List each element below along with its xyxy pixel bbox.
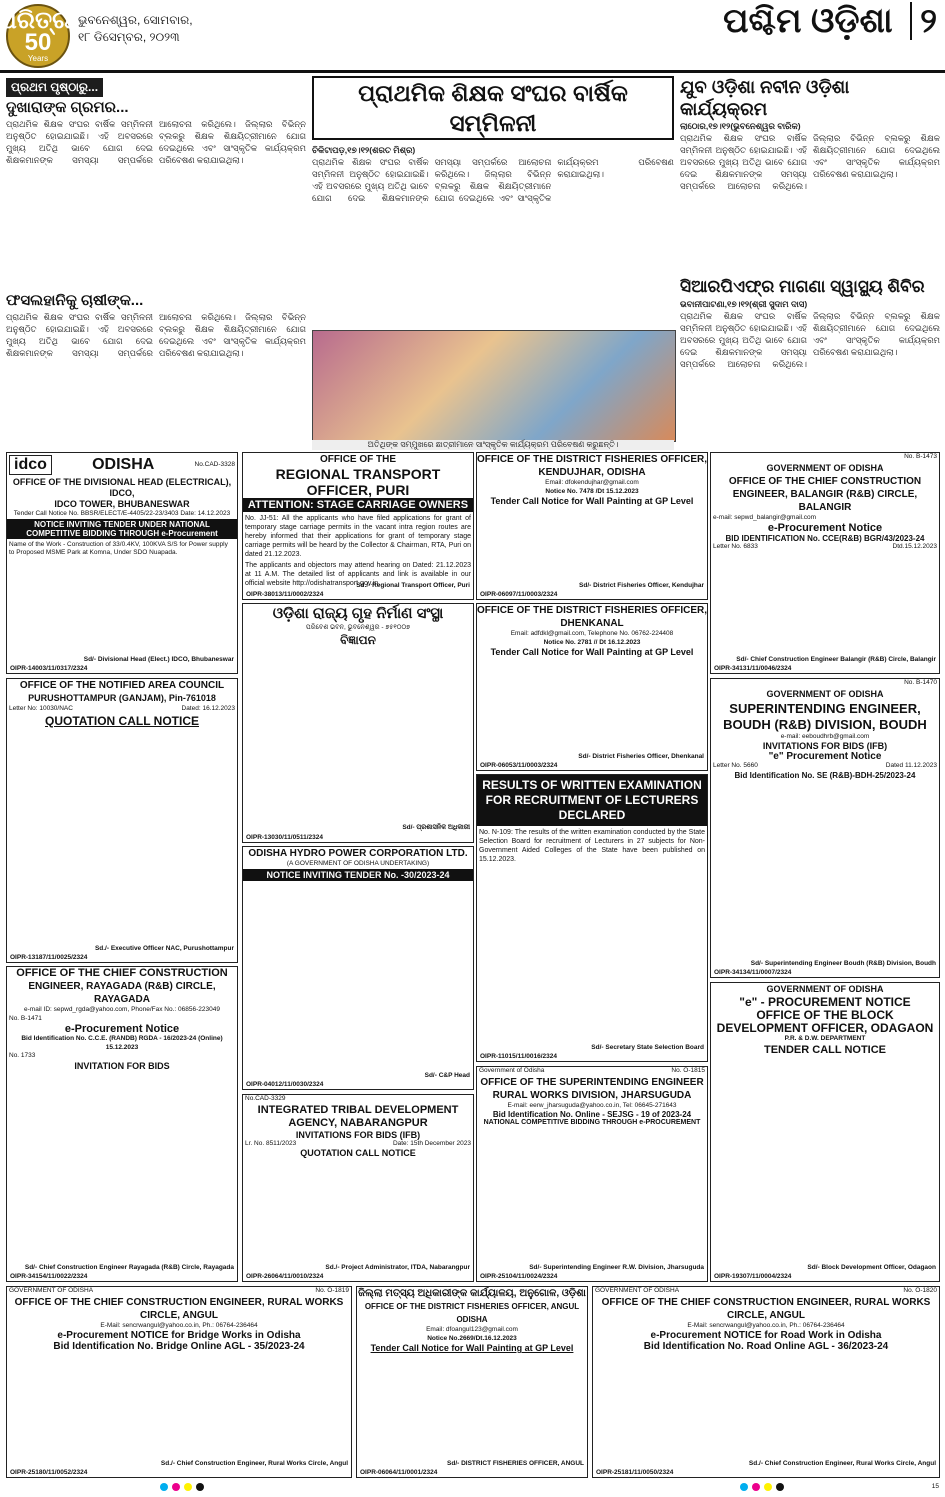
odagaon-title-2: "e" - PROCUREMENT NOTICE <box>739 995 911 1009</box>
rto-ref: OIPR-38013/11/0002/2324 <box>246 591 324 598</box>
photo-caption: ଅତିଥିଙ୍କ ସମ୍ମୁଖରେ ଛାତ୍ରୀମାନେ ସାଂସ୍କୃତିକ କାର୍ଯ୍ୟକ୍ରମ ପରିବେଷଣ କରୁଛନ୍ତି। <box>312 440 674 450</box>
boudh-sig: Sd/- Superintending Engineer Boudh (R&B) Division, Boudh <box>750 960 936 967</box>
story1-headline: ଦୁଖାରାଙ୍କ ଗ୍ରମର... <box>6 99 129 116</box>
main-dateline: ଚିକିଟାପଡ଼,୧୭।୧୨(ଶରତ ମିଶ୍ର) <box>312 145 416 155</box>
date-line-2: ୧୮ ଡିସେମ୍ବର, ୨୦୨୩ <box>78 30 180 44</box>
dhenkanal-band: Tender Call Notice for Wall Painting at GP Level <box>490 647 694 657</box>
boudh-band-2: "e" Procurement Notice <box>768 751 882 762</box>
ad-angul-fisheries <box>356 1286 588 1478</box>
odagaon-ref: OIPR-19307/11/0004/2324 <box>714 1273 792 1280</box>
housing-ref: OIPR-13030/11/0511/2324 <box>246 834 323 841</box>
angul-bridge-band: e-Procurement NOTICE for Bridge Works in Odisha <box>57 1330 301 1341</box>
rayagada-sig: Sd/- Chief Construction Engineer Rayagada (R&B) Circle, Rayagada <box>24 1264 234 1271</box>
balangir-letter: Letter No. 6833 <box>713 543 758 550</box>
jharsuguda-sig: Sd/- Superintending Engineer R.W. Division, Jharsuguda <box>529 1264 704 1271</box>
ad-balangir <box>710 452 940 674</box>
nac-date: Dated: 16.12.2023 <box>181 705 235 712</box>
housing-sig: Sd/- ପ୍ରଶାସନିକ ଅଧିକାରୀ <box>402 824 470 831</box>
jharsuguda-email: E-mail: eerw_jharsuguda@yahoo.co.in, Tel: 06645-271643 <box>507 1101 677 1109</box>
rto-body: No. JJ-51: All the applicants who have filed applications for grant of temporary stage carriage permits in the vacant intra region routes are hereby informed that their applications for grant of temporary stage carriage permits will be heard by the Collector & Chairman, RTA, Puri on dated 21.12.2023. <box>245 515 471 558</box>
rto-title-1: OFFICE OF THE <box>319 454 397 465</box>
kendujhar-title: OFFICE OF THE DISTRICT FISHERIES OFFICER, KENDUJHAR, ODISHA <box>477 454 708 478</box>
nac-band: QUOTATION CALL NOTICE <box>45 713 199 728</box>
angul-bridge-title-1: GOVERNMENT OF ODISHA <box>9 1287 94 1294</box>
right-body-1: ପ୍ରାଥମିକ ଶିକ୍ଷକ ସଂଘର ବାର୍ଷିକ ସମ୍ମିଳନୀ ଅନୁଷ୍ଠିତ ହୋଇଯାଇଛି। ଏହି ଅବସରରେ ମୁଖ୍ୟ ଅତିଥି ଭାବେ ଯୋଗ ଦେଇ ଶିକ୍ଷକମାନଙ୍କ ସମସ୍ୟା ସମ୍ପର୍କରେ ଆଲୋଚନା କରିଥିଲେ। ଜିଲ୍ଲାର ବିଭିନ୍ନ ବ୍ଲକରୁ ଶିକ୍ଷକ ଶିକ୍ଷୟିତ୍ରୀମାନେ ଯୋଗ ଦେଇଥିଲେ ଏବଂ ସାଂସ୍କୃତିକ କାର୍ଯ୍ୟକ୍ରମ ପରିବେଷଣ କରାଯାଇଥିଲା। <box>680 133 940 191</box>
dateline <box>78 12 193 46</box>
cyan-dot <box>740 1483 748 1491</box>
front-page-tag: ପ୍ରଥମ ପୃଷ୍ଠାରୁ... <box>6 78 103 97</box>
right-dateline-2: ଭବାନୀପାଟଣା,୧୭।୧୨(ଶ୍ରୀ ସୁଦାମ ଦାସ) <box>680 299 808 309</box>
balangir-band: e-Procurement Notice <box>767 522 883 534</box>
rayagada-title-2: ENGINEER, RAYAGADA (R&B) CIRCLE, RAYAGADA <box>28 981 216 1005</box>
dhenkanal-sig: Sd/- District Fisheries Officer, Dhenkanal <box>578 753 704 760</box>
odagaon-band: TENDER CALL NOTICE <box>763 1043 887 1056</box>
ad-dhenkanal <box>476 603 708 771</box>
magenta-dot <box>752 1483 760 1491</box>
rayagada-band-2: INVITATION FOR BIDS <box>74 1060 170 1071</box>
kendujhar-band: Tender Call Notice for Wall Painting at GP Level <box>490 496 694 506</box>
kendujhar-sig: Sd/- District Fisheries Officer, Kendujhar <box>579 582 704 589</box>
logo-years-label: Years <box>27 53 49 63</box>
rto-sig: Sd./- Regional Transport Officer, Puri <box>356 582 470 589</box>
angul-road-email: E-Mail: sencrwangul@yahoo.co.in, Ph.: 06764-236464 <box>687 1321 845 1329</box>
ssb-title: RESULTS OF WRITTEN EXAMINATION FOR RECRUITMENT OF LECTURERS DECLARED <box>477 775 707 826</box>
story2-headline: ଫସଲହାନିକୁ ଚାଷୀଙ୍କ... <box>6 292 144 309</box>
rayagada-no: No. B-1471 <box>9 1014 42 1022</box>
boudh-email: e-mail: eeboudhrb@gmail.com <box>780 732 870 740</box>
angul-road-bid: Bid Identification No. Road Online AGL - 36/2023-24 <box>643 1341 889 1352</box>
itda-title: INTEGRATED TRIBAL DEVELOPMENT AGENCY, NABARANGPUR <box>257 1103 459 1129</box>
ad-rto <box>242 452 474 600</box>
jharsuguda-title-2: OFFICE OF THE SUPERINTENDING ENGINEER RURAL WORKS DIVISION, JHARSUGUDA <box>480 1076 704 1101</box>
nac-ref: OIPR-13187/11/0025/2324 <box>10 954 88 961</box>
ad-itda <box>242 1094 474 1282</box>
angul-fisheries-notice: Notice No.2669/Dt.16.12.2023 <box>427 1334 517 1342</box>
kendujhar-email: Email: dfokendujhar@gmail.com <box>545 479 639 486</box>
angul-fisheries-sig: Sd/- DISTRICT FISHERIES OFFICER, ANGUL <box>447 1460 584 1467</box>
boudh-title-2: SUPERINTENDING ENGINEER, BOUDH (R&B) DIVISION, BOUDH <box>723 700 927 732</box>
page-code: 15 <box>931 1483 939 1490</box>
main-headline: ପ୍ରାଥମିକ ଶିକ୍ଷକ ସଂଘର ବାର୍ଷିକ ସମ୍ମିଳନୀ <box>312 76 674 140</box>
ssb-sig: Sd/- Secretary State Selection Board <box>591 1044 704 1051</box>
ad-ssb <box>476 774 708 1062</box>
ad-nac <box>6 678 238 963</box>
idco-work: Name of the Work - Construction of 33/0.4KV, 100KVA S/S for Power supply to Proposed MSME Park at Komna, Under SDO Nuapada. <box>9 540 228 556</box>
date-line-1: ଭୁବନେଶ୍ୱର, ସୋମବାର, <box>78 13 193 27</box>
idco-brand: ODISHA <box>92 456 155 473</box>
rayagada-letter: No. 1733 <box>9 1052 36 1059</box>
ssb-body: No. N-109: The results of the written examination conducted by the State Selection Board for recruitment of Lecturers in 27 subjects for Non-Government Aided Colleges of the State have been published on 15.12.2023. <box>479 829 705 863</box>
jharsuguda-ref: OIPR-25104/11/0024/2324 <box>480 1273 558 1280</box>
balangir-no: No. B-1473 <box>904 453 937 460</box>
angul-fisheries-title-1: ଜିଲ୍ଲା ମତ୍ସ୍ୟ ଅଧିକାରୀଙ୍କ କାର୍ଯ୍ୟାଳୟ, ଅନୁଗୋଳ, ଓଡ଼ିଶା <box>358 1288 586 1299</box>
registration-marks <box>0 1483 945 1493</box>
boudh-title-1: GOVERNMENT OF ODISHA <box>766 688 884 699</box>
dhenkanal-ref: OIPR-06053/11/0003/2324 <box>480 762 558 769</box>
angul-road-ref: OIPR-25181/11/0050/2324 <box>596 1469 674 1476</box>
ad-kendujhar <box>476 452 708 600</box>
rto-band: ATTENTION: STAGE CARRIAGE OWNERS <box>243 498 473 512</box>
idco-ref: OIPR-14003/11/0317/2324 <box>10 665 88 672</box>
ohpc-title-1: ODISHA HYDRO POWER CORPORATION LTD. <box>248 848 468 859</box>
angul-bridge-bid: Bid Identification No. Bridge Online AGL - 35/2023-24 <box>53 1341 305 1352</box>
main-body: ପ୍ରାଥମିକ ଶିକ୍ଷକ ସଂଘର ବାର୍ଷିକ ସମ୍ମିଳନୀ ଅନୁଷ୍ଠିତ ହୋଇଯାଇଛି। ଏହି ଅବସରରେ ମୁଖ୍ୟ ଅତିଥି ଭାବେ ଯୋଗ ଦେଇ ଶିକ୍ଷକମାନଙ୍କ ସମସ୍ୟା ସମ୍ପର୍କରେ ଆଲୋଚନା କରିଥିଲେ। ଜିଲ୍ଲାର ବିଭିନ୍ନ ବ୍ଲକରୁ ଶିକ୍ଷକ ଶିକ୍ଷୟିତ୍ରୀମାନେ ଯୋଗ ଦେଇଥିଲେ ଏବଂ ସାଂସ୍କୃତିକ କାର୍ଯ୍ୟକ୍ରମ ପରିବେଷଣ କରାଯାଇଥିଲା। <box>312 157 674 203</box>
story1-body: ପ୍ରାଥମିକ ଶିକ୍ଷକ ସଂଘର ବାର୍ଷିକ ସମ୍ମିଳନୀ ଅନୁଷ୍ଠିତ ହୋଇଯାଇଛି। ଏହି ଅବସରରେ ମୁଖ୍ୟ ଅତିଥି ଭାବେ ଯୋଗ ଦେଇ ଶିକ୍ଷକମାନଙ୍କ ସମସ୍ୟା ସମ୍ପର୍କରେ ଆଲୋଚନା କରିଥିଲେ। ଜିଲ୍ଲାର ବିଭିନ୍ନ ବ୍ଲକରୁ ଶିକ୍ଷକ ଶିକ୍ଷୟିତ୍ରୀମାନେ ଯୋଗ ଦେଇଥିଲେ ଏବଂ ସାଂସ୍କୃତିକ କାର୍ଯ୍ୟକ୍ରମ ପରିବେଷଣ କରାଯାଇଥିଲା। <box>6 119 306 165</box>
magenta-dot <box>172 1483 180 1491</box>
balangir-title-2: OFFICE OF THE CHIEF CONSTRUCTION ENGINEER, BALANGIR (R&B) CIRCLE, BALANGIR <box>728 475 922 513</box>
nac-title-1: OFFICE OF THE NOTIFIED AREA COUNCIL <box>19 680 225 691</box>
balangir-date: Dtd.15.12.2023 <box>892 543 937 550</box>
logo-main: ଧରିତ୍ରୀ <box>0 6 76 34</box>
jharsuguda-no: No. O-1815 <box>671 1067 705 1074</box>
boudh-band: INVITATIONS FOR BIDS (IFB) <box>762 741 888 751</box>
section-title <box>723 2 937 41</box>
rto-body-2: The applicants and objectors may attend hearing on Dated: 21.12.2023 at 11 A.M. The detailed list of applicants and link is available in our official website http://odishatransport.gov.in. <box>245 562 471 587</box>
ad-idco <box>6 452 238 674</box>
angul-bridge-email: E-Mail: sencrwangul@yahoo.co.in, Ph.: 06764-236464 <box>100 1321 258 1329</box>
ad-housing <box>242 603 474 843</box>
idco-sig: Sd/- Divisional Head (Elect.) IDCO, Bhubaneswar <box>83 656 234 663</box>
angul-bridge-no: No. O-1819 <box>315 1287 349 1294</box>
event-photo <box>312 330 676 442</box>
angul-bridge-sig: Sd./- Chief Construction Engineer, Rural Works Circle, Angul <box>160 1460 348 1467</box>
cyan-dot <box>160 1483 168 1491</box>
itda-no: No.CAD-3329 <box>245 1095 286 1102</box>
rto-title-2: REGIONAL TRANSPORT OFFICER, PURI <box>275 466 441 498</box>
rayagada-ref: OIPR-34154/11/0022/2324 <box>10 1273 88 1280</box>
kendujhar-notice: Notice No. 7478 /Dt 15.12.2023 <box>545 487 639 495</box>
nac-sig: Sd./- Executive Officer NAC, Purushottampur <box>94 945 234 952</box>
idco-ad-no: No.CAD-3328 <box>194 460 235 468</box>
jharsuguda-bid: Bid Identification No. Online - SEJSG - 19 of 2023-24 <box>492 1110 692 1119</box>
ohpc-ref: OIPR-04012/11/0030/2324 <box>246 1081 324 1088</box>
odagaon-title-3: OFFICE OF THE BLOCK DEVELOPMENT OFFICER, ODAGAON <box>716 1008 934 1035</box>
story2-body: ପ୍ରାଥମିକ ଶିକ୍ଷକ ସଂଘର ବାର୍ଷିକ ସମ୍ମିଳନୀ ଅନୁଷ୍ଠିତ ହୋଇଯାଇଛି। ଏହି ଅବସରରେ ମୁଖ୍ୟ ଅତିଥି ଭାବେ ଯୋଗ ଦେଇ ଶିକ୍ଷକମାନଙ୍କ ସମସ୍ୟା ସମ୍ପର୍କରେ ଆଲୋଚନା କରିଥିଲେ। ଜିଲ୍ଲାର ବିଭିନ୍ନ ବ୍ଲକରୁ ଶିକ୍ଷକ ଶିକ୍ଷୟିତ୍ରୀମାନେ ଯୋଗ ଦେଇଥିଲେ ଏବଂ ସାଂସ୍କୃତିକ କାର୍ଯ୍ୟକ୍ରମ ପରିବେଷଣ କରାଯାଇଥିଲା। <box>6 312 306 358</box>
masthead-rule <box>0 70 945 73</box>
housing-title: ଓଡ଼ିଶା ରାଜ୍ୟ ଗୃହ ନିର୍ମାଣ ସଂସ୍ଥା <box>272 605 444 622</box>
black-dot <box>776 1483 784 1491</box>
nac-letter: Letter No: 10030/NAC <box>9 705 73 712</box>
odagaon-title-1: GOVERNMENT OF ODISHA <box>766 984 884 994</box>
jharsuguda-title-1: Government of Odisha <box>479 1067 545 1074</box>
ad-angul-road <box>592 1286 940 1478</box>
angul-road-band: e-Procurement NOTICE for Road Work in Odisha <box>650 1330 882 1341</box>
angul-road-no: No. O-1820 <box>903 1287 937 1294</box>
itda-ref: OIPR-26064/11/0010/2324 <box>246 1273 324 1280</box>
black-dot <box>196 1483 204 1491</box>
yellow-dot <box>184 1483 192 1491</box>
dhenkanal-email: Email: adfdkl@gmail.com, Telephone No. 06762-224408 <box>510 630 674 637</box>
right-stories <box>680 76 940 448</box>
angul-road-title-1: GOVERNMENT OF ODISHA <box>595 1287 680 1294</box>
idco-tender: Tender Call Notice No. BBSR/ELECT/E-4405/22-23/3403 Date: 14.12.2023 <box>13 510 231 517</box>
boudh-date: Dated 11.12.2023 <box>885 762 937 769</box>
itda-band: INVITATIONS FOR BIDS (IFB) <box>295 1129 421 1140</box>
angul-fisheries-email: Email: dfoangul123@gmail.com <box>426 1326 518 1333</box>
balangir-sig: Sd/- Chief Construction Engineer Balangir (R&B) Circle, Balangir <box>736 656 936 663</box>
odagaon-sig: Sd/- Block Development Officer, Odagaon <box>807 1264 936 1271</box>
ad-odagaon <box>710 982 940 1282</box>
rayagada-bid: Bid Identification No. C.C.E. (RANDB) RGDA - 16/2023-24 (Online) 15.12.2023 <box>21 1035 223 1051</box>
right-headline-2: ସିଆରପିଏଫ୍‌ର ମାଗଣା ସ୍ୱାସ୍ଥ୍ୟ ଶିବିର <box>680 277 925 296</box>
ad-ohpc <box>242 846 474 1090</box>
ad-jharsuguda <box>476 1066 708 1282</box>
boudh-letter: Letter No. 5660 <box>713 762 758 769</box>
boudh-ref: OIPR-34134/11/0007/2324 <box>714 969 792 976</box>
angul-fisheries-title-2: OFFICE OF THE DISTRICT FISHERIES OFFICER, ANGUL ODISHA <box>364 1302 580 1324</box>
angul-road-sig: Sd./- Chief Construction Engineer, Rural Works Circle, Angul <box>748 1460 936 1467</box>
ad-boudh <box>710 678 940 978</box>
dhenkanal-title: OFFICE OF THE DISTRICT FISHERIES OFFICER, DHENKANAL <box>477 605 708 629</box>
nac-title-2: PURUSHOTTAMPUR (GANJAM), Pin-761018 <box>28 693 216 703</box>
boudh-bid: Bid Identification No. SE (R&B)-BDH-25/2023-24 <box>734 770 916 780</box>
balangir-title-1: GOVERNMENT OF ODISHA <box>766 462 884 473</box>
idco-band: NOTICE INVITING TENDER UNDER NATIONAL COMPETITIVE BIDDING THROUGH e-Procurement <box>7 519 237 539</box>
ohpc-band: NOTICE INVITING TENDER No. -30/2023-24 <box>243 869 473 881</box>
boudh-no: No. B-1470 <box>904 679 937 686</box>
itda-date: Date: 15th December 2023 <box>392 1139 471 1147</box>
ad-angul-bridge <box>6 1286 352 1478</box>
ohpc-sig: Sd/- C&P Head <box>424 1072 470 1079</box>
logo-years: 50 <box>24 28 52 56</box>
right-dateline-1: ଲାଠୋର,୧୭।୧୨(ଭୁବନେଶ୍ୱର ବାରିକ) <box>680 121 801 131</box>
idco-logo: idco <box>9 455 52 475</box>
rayagada-title-1: OFFICE OF THE CHIEF CONSTRUCTION <box>16 967 228 979</box>
rayagada-email: e-mail ID: sepwd_rgda@yahoo.com, Phone/Fax No.: 06856-223049 <box>24 1006 220 1013</box>
itda-letter: Lr. No. 8511/2023 <box>245 1139 297 1147</box>
itda-sig: Sd./- Project Administrator, ITDA, Nabarangpur <box>325 1264 470 1271</box>
balangir-bid: BID IDENTIFICATION No. CCE(R&B) BGR/43/2023-24 <box>725 534 925 543</box>
jharsuguda-band: NATIONAL COMPETITIVE BIDDING THROUGH e-PROCUREMENT <box>483 1119 701 1126</box>
housing-address: ପରିବେଶ ଭବନ, ଭୁବନେଶ୍ୱର - ୭୫୧୦୦୭ <box>305 624 411 631</box>
section-title-text: ପଶ୍ଚିମ ଓଡ଼ିଶା <box>723 2 893 40</box>
left-stories <box>6 78 306 448</box>
rayagada-band: e-Procurement Notice <box>64 1023 180 1035</box>
idco-title-2: IDCO TOWER, BHUBANESWAR <box>54 499 190 509</box>
angul-road-title-2: OFFICE OF THE CHIEF CONSTRUCTION ENGINEER, RURAL WORKS CIRCLE, ANGUL <box>601 1296 931 1321</box>
right-body-2: ପ୍ରାଥମିକ ଶିକ୍ଷକ ସଂଘର ବାର୍ଷିକ ସମ୍ମିଳନୀ ଅନୁଷ୍ଠିତ ହୋଇଯାଇଛି। ଏହି ଅବସରରେ ମୁଖ୍ୟ ଅତିଥି ଭାବେ ଯୋଗ ଦେଇ ଶିକ୍ଷକମାନଙ୍କ ସମସ୍ୟା ସମ୍ପର୍କରେ ଆଲୋଚନା କରିଥିଲେ। ଜିଲ୍ଲାର ବିଭିନ୍ନ ବ୍ଲକରୁ ଶିକ୍ଷକ ଶିକ୍ଷୟିତ୍ରୀମାନେ ଯୋଗ ଦେଇଥିଲେ ଏବଂ ସାଂସ୍କୃତିକ କାର୍ଯ୍ୟକ୍ରମ ପରିବେଷଣ କରାଯାଇଥିଲା। <box>680 311 940 369</box>
kendujhar-ref: OIPR-06097/11/0003/2324 <box>480 591 558 598</box>
dhenkanal-notice: Notice No. 2781 // Dt 16.12.2023 <box>543 638 641 646</box>
ssb-ref: OIPR-11015/11/0016/2324 <box>480 1053 557 1060</box>
newspaper-logo <box>0 4 76 68</box>
angul-fisheries-ref: OIPR-06064/11/0001/2324 <box>360 1469 438 1476</box>
ad-rayagada <box>6 966 238 1282</box>
balangir-ref: OIPR-34131/11/0046/2324 <box>714 665 792 672</box>
angul-bridge-ref: OIPR-25180/11/0052/2324 <box>10 1469 88 1476</box>
ohpc-title-2: (A GOVERNMENT OF ODISHA UNDERTAKING) <box>286 860 430 867</box>
idco-title-1: OFFICE OF THE DIVISIONAL HEAD (ELECTRICAL), IDCO, <box>12 477 232 498</box>
angul-fisheries-band: Tender Call Notice for Wall Painting at GP Level <box>370 1343 574 1353</box>
balangir-email: e-mail: sepwd_balangir@gmail.com <box>713 513 817 521</box>
angul-bridge-title-2: OFFICE OF THE CHIEF CONSTRUCTION ENGINEER, RURAL WORKS CIRCLE, ANGUL <box>14 1296 344 1321</box>
right-headline-1: ଯୁବ ଓଡ଼ିଶା ନବୀନ ଓଡ଼ିଶା କାର୍ଯ୍ୟକ୍ରମ <box>680 77 850 119</box>
itda-band-2: QUOTATION CALL NOTICE <box>300 1148 416 1158</box>
page-number: ୨ <box>910 2 937 40</box>
housing-band: ବିଜ୍ଞାପନ <box>340 632 376 647</box>
yellow-dot <box>764 1483 772 1491</box>
odagaon-dept: P.R. & D.W. DEPARTMENT <box>784 1035 866 1042</box>
